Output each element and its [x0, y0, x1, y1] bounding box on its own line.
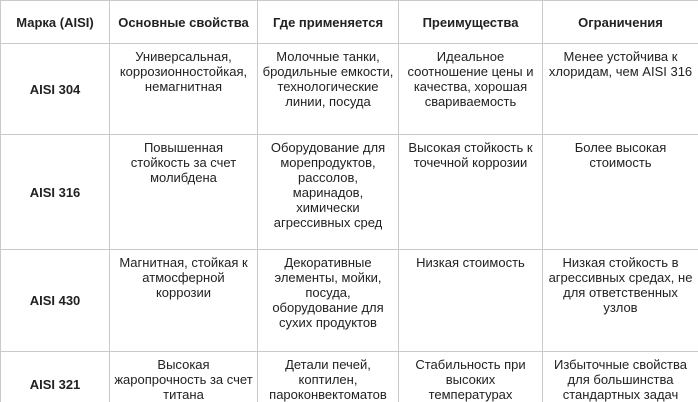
limitations-cell: Низкая стойкость в агрессивных средах, не для ответственных узлов: [543, 250, 698, 352]
properties-cell: Магнитная, стойкая к атмосферной коррозии: [110, 250, 258, 352]
header-properties: Основные свойства: [110, 1, 258, 44]
grade-cell: AISI 316: [1, 135, 110, 250]
limitations-cell: Избыточные свойства для большинства стандартных задач: [543, 352, 698, 402]
advantages-cell: Стабильность при высоких температурах: [399, 352, 543, 402]
header-usage: Где применяется: [258, 1, 399, 44]
grade-cell: AISI 430: [1, 250, 110, 352]
properties-cell: Высокая жаропрочность за счет титана: [110, 352, 258, 402]
limitations-cell: Более высокая стоимость: [543, 135, 698, 250]
usage-cell: Декоративные элементы, мойки, посуда, оборудование для сухих продуктов: [258, 250, 399, 352]
properties-cell: Универсальная, коррозионностойкая, немагнитная: [110, 44, 258, 135]
table-row: [1, 250, 698, 352]
usage-cell: Оборудование для морепродуктов, рассолов, маринадов, химически агрессивных сред: [258, 135, 399, 250]
table-row: [1, 135, 698, 250]
header-limitations: Ограничения: [543, 1, 698, 44]
limitations-cell: Менее устойчива к хлоридам, чем AISI 316: [543, 44, 698, 135]
advantages-cell: Высокая стойкость к точечной коррозии: [399, 135, 543, 250]
usage-cell: Детали печей, коптилен, пароконвектоматов: [258, 352, 399, 402]
table-row: [1, 352, 698, 402]
usage-cell: Молочные танки, бродильные емкости, технологические линии, посуда: [258, 44, 399, 135]
advantages-cell: Идеальное соотношение цены и качества, хорошая свариваемость: [399, 44, 543, 135]
grade-cell: AISI 304: [1, 44, 110, 135]
properties-cell: Повышенная стойкость за счет молибдена: [110, 135, 258, 250]
table-header-row: [1, 1, 698, 44]
header-grade: Марка (AISI): [1, 1, 110, 44]
advantages-cell: Низкая стоимость: [399, 250, 543, 352]
header-advantages: Преимущества: [399, 1, 543, 44]
grade-cell: AISI 321: [1, 352, 110, 402]
table-row: [1, 44, 698, 135]
